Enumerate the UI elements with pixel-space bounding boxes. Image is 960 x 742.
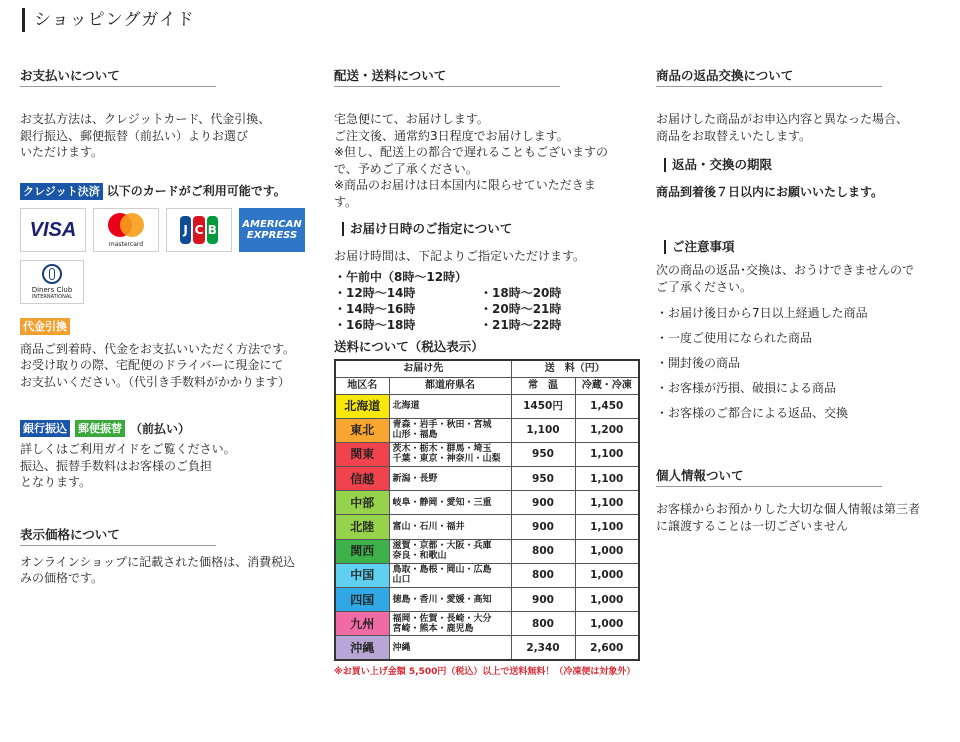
returns-text: お届けした商品がお申込内容と異なった場合、 商品をお取替えいたします。 — [656, 112, 909, 143]
pref-cell: 鳥取・島根・岡山・広島 山口 — [389, 563, 511, 587]
col-cold: 冷蔵・冷凍 — [575, 377, 639, 394]
region-cell: 中部 — [335, 491, 389, 515]
table-row — [335, 636, 639, 660]
credit-badge: クレジット決済 — [20, 183, 103, 200]
pref-cell: 茨木・栃木・群馬・埼玉 千葉・東京・神奈川・山梨 — [389, 442, 511, 466]
table-row — [335, 539, 639, 563]
table-row — [335, 394, 639, 418]
returns-column — [656, 68, 946, 534]
table-row — [335, 588, 639, 612]
prepay-label: （前払い） — [130, 421, 191, 436]
header-dest: お届け先 — [335, 360, 511, 378]
col-region: 地区名 — [335, 377, 389, 394]
cold-price-cell: 1,200 — [575, 418, 639, 442]
time-intro: お届け時間は、下記よりご指定いただけます。 — [334, 249, 586, 263]
price-text: オンラインショップに記載された価格は、消費税込 みの価格です。 — [20, 554, 296, 585]
region-cell: 北海道 — [335, 394, 389, 418]
time-morning: ・午前中（8時～12時） — [334, 269, 468, 284]
card-logos-row2 — [20, 260, 316, 304]
cold-price-cell: 1,100 — [575, 467, 639, 491]
caution-heading: ご注意事項 — [664, 240, 946, 254]
pref-cell: 徳島・香川・愛媛・高知 — [389, 588, 511, 612]
table-row — [335, 467, 639, 491]
delivery-heading: 配送・送料について — [334, 68, 560, 87]
header-fee: 送 料（円） — [511, 360, 639, 378]
list-item: ・お届け後日から7日以上経過した商品 — [656, 306, 868, 320]
list-item: ・お客様のご都合による返品、交換 — [656, 406, 849, 420]
table-row — [335, 612, 639, 636]
pref-cell: 福岡・佐賀・長崎・大分 宮崎・熊本・鹿児島 — [389, 612, 511, 636]
table-row — [335, 491, 639, 515]
shipping-table — [334, 359, 640, 662]
visa-logo: VISA — [20, 208, 86, 252]
credit-text: 以下のカードがご利用可能です。 — [106, 184, 286, 198]
card-logos — [20, 208, 316, 252]
page-title: ショッピングガイド — [22, 8, 195, 32]
privacy-text: お客様からお預かりした大切な個人情報は第三者 に譲渡することは一切ございません — [656, 502, 921, 533]
free-shipping-note: ※お買い上げ金額 5,500円（税込）以上で送料無料！（冷凍便は対象外） — [334, 667, 636, 678]
cold-price-cell: 1,000 — [575, 539, 639, 563]
cold-price-cell: 1,450 — [575, 394, 639, 418]
table-row — [335, 442, 639, 466]
cold-price-cell: 1,100 — [575, 515, 639, 539]
col-pref: 都道府県名 — [389, 377, 511, 394]
credit-row — [20, 183, 316, 200]
normal-price-cell: 900 — [511, 588, 575, 612]
list-item: ・開封後の商品 — [656, 356, 741, 370]
cod-badge: 代金引換 — [20, 318, 70, 335]
normal-price-cell: 900 — [511, 515, 575, 539]
caution-text: 次の商品の返品･交換は、おうけできませんので ご了承ください。 — [656, 263, 915, 294]
mastercard-logo: mastercard — [93, 208, 159, 252]
region-cell: 関西 — [335, 539, 389, 563]
cold-price-cell: 2,600 — [575, 636, 639, 660]
fee-heading: 送料について（税込表示） — [334, 338, 484, 354]
pref-cell: 沖縄 — [389, 636, 511, 660]
caution-list — [656, 305, 946, 421]
region-cell: 九州 — [335, 612, 389, 636]
pref-cell: 滋賀・京都・大阪・兵庫 奈良・和歌山 — [389, 539, 511, 563]
normal-price-cell: 950 — [511, 442, 575, 466]
table-row — [335, 563, 639, 587]
pref-cell: 岐阜・静岡・愛知・三重 — [389, 491, 511, 515]
returns-heading: 商品の返品交換について — [656, 68, 882, 87]
period-text: 商品到着後７日以内にお願いいたします。 — [656, 185, 884, 199]
region-cell: 沖縄 — [335, 636, 389, 660]
normal-price-cell: 1,100 — [511, 418, 575, 442]
jcb-logo: J C B — [166, 208, 232, 252]
cold-price-cell: 1,100 — [575, 491, 639, 515]
pref-cell: 新潟・長野 — [389, 467, 511, 491]
region-cell: 中国 — [335, 563, 389, 587]
payment-intro: お支払方法は、クレジットカード、代金引換、 銀行振込、郵便振替（前払い）よりお選び いただけます。 — [20, 112, 271, 159]
bank-text: 詳しくはご利用ガイドをご覧ください。 振込、振替手数料はお客様のご負担 となります。 — [20, 442, 236, 489]
normal-price-cell: 800 — [511, 612, 575, 636]
normal-price-cell: 1450円 — [511, 394, 575, 418]
table-row — [335, 418, 639, 442]
pref-cell: 青森・岩手・秋田・宮城 山形・福島 — [389, 418, 511, 442]
table-row — [335, 515, 639, 539]
cold-price-cell: 1,000 — [575, 563, 639, 587]
time-slots: ・12時～14時 ・18時～20時 ・14時～16時 ・20時～21時 ・16時～18時 ・21時～22時 — [334, 285, 562, 332]
time-heading: お届け日時のご指定について — [342, 222, 634, 236]
normal-price-cell: 800 — [511, 563, 575, 587]
cod-text: 商品ご到着時、代金をお支払いいただく方法です。 お受け取りの際、宅配便のドライバーに現金にて お支払いください。（代引き手数料がかかります） — [20, 341, 296, 389]
amex-logo: AMERICAN EXPRESS — [239, 208, 305, 252]
payment-column — [20, 68, 316, 587]
postal-badge: 郵便振替 — [75, 420, 125, 437]
region-cell: 北陸 — [335, 515, 389, 539]
normal-price-cell: 900 — [511, 491, 575, 515]
bank-badge: 銀行振込 — [20, 420, 70, 437]
diners-logo: Diners Club INTERNATIONAL — [20, 260, 84, 304]
delivery-text: 宅急便にて、お届けします。 ご注文後、通常約3日程度でお届けします。 ※但し、配送上の都合で遅れることもございますの で、予めご了承ください。 ※商品のお届けは日本国内に限らせていただきま す。 — [334, 112, 609, 209]
pref-cell: 富山・石川・福井 — [389, 515, 511, 539]
region-cell: 信越 — [335, 467, 389, 491]
region-cell: 関東 — [335, 442, 389, 466]
cod-section — [20, 318, 316, 391]
list-item: ・お客様が汚損、破損による商品 — [656, 381, 837, 395]
pref-cell: 北海道 — [389, 394, 511, 418]
cold-price-cell: 1,100 — [575, 442, 639, 466]
normal-price-cell: 800 — [511, 539, 575, 563]
list-item: ・一度ご使用になられた商品 — [656, 331, 813, 345]
payment-heading: お支払いについて — [20, 68, 216, 87]
period-heading: 返品・交換の期限 — [664, 158, 946, 172]
col-normal: 常 温 — [511, 377, 575, 394]
cold-price-cell: 1,000 — [575, 612, 639, 636]
delivery-column — [334, 68, 634, 680]
region-cell: 四国 — [335, 588, 389, 612]
normal-price-cell: 2,340 — [511, 636, 575, 660]
region-cell: 東北 — [335, 418, 389, 442]
normal-price-cell: 950 — [511, 467, 575, 491]
price-heading: 表示価格について — [20, 527, 216, 546]
cold-price-cell: 1,000 — [575, 588, 639, 612]
privacy-heading: 個人情報ついて — [656, 468, 882, 487]
bank-row — [20, 420, 316, 437]
